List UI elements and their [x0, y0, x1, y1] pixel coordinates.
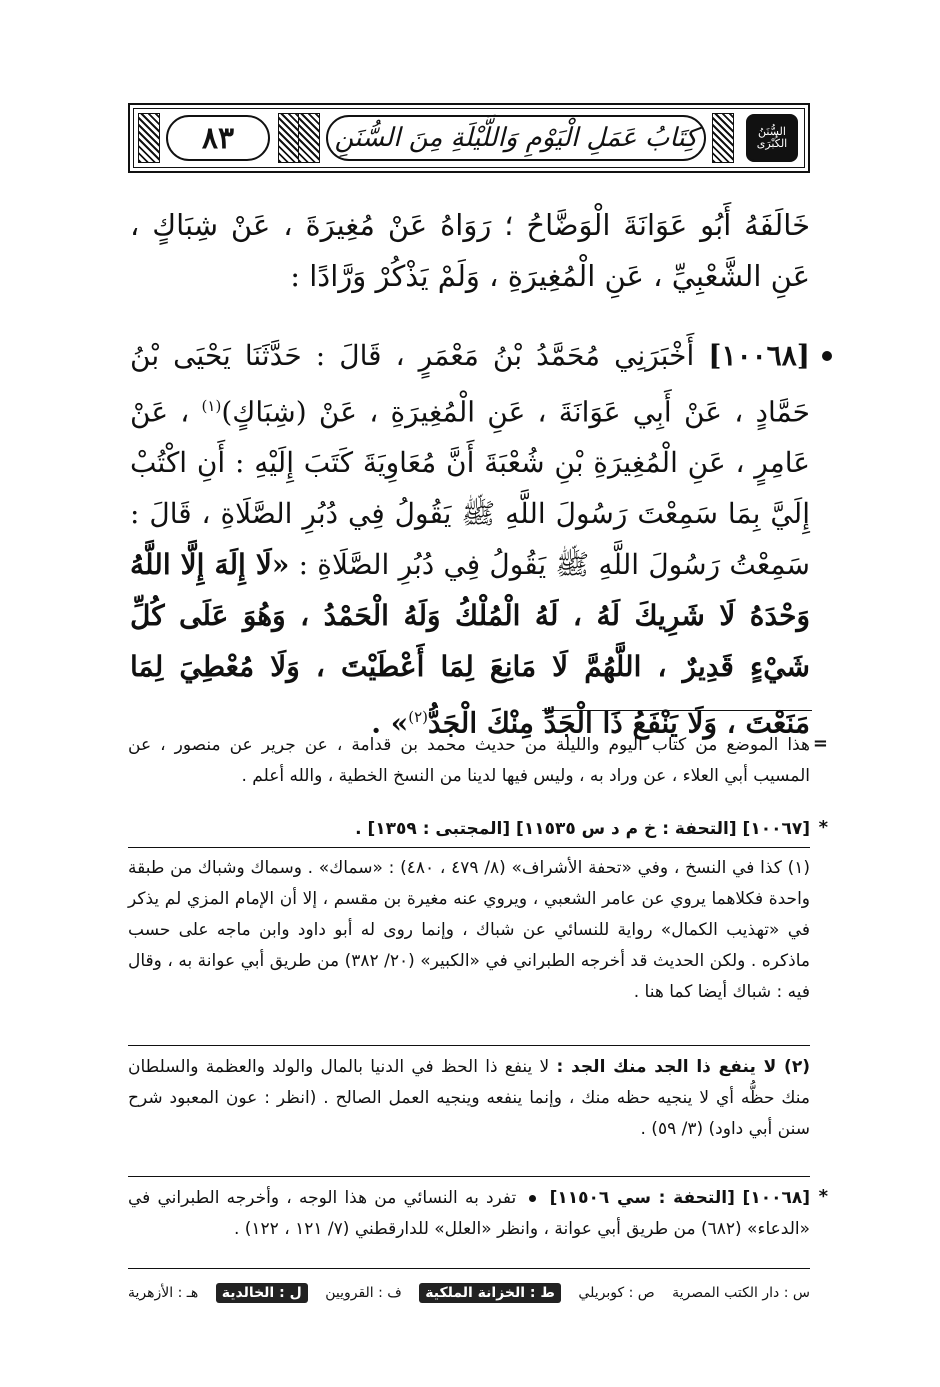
footnote-2 [128, 1052, 810, 1145]
running-title: كِتَابُ عَمَلِ الْيَوْمِ وَاللَّيْلَةِ مِنَ السُّنَنِ [326, 115, 706, 161]
reference-10068-tuhfa: [١٠٠٦٨] [التحفة : سي ١١٥٠٦] [549, 1188, 810, 1208]
reference-10068-text: تفرد به النسائي من هذا الوجه ، وأخرجه الطبراني في «الدعاء» (٦٨٢) من طريق أبي عوانة ، وانظر «العلل» للدارقطني (٧/ ١٢١ ، ١٢٢) . [128, 1188, 810, 1239]
siglum-item: ص : كوبريلي [578, 1285, 655, 1301]
hadith-matn: «لَا إِلَهَ إِلَّا اللَّهُ وَحْدَهُ لَا شَرِيكَ لَهُ ، لَهُ الْمُلْكُ وَلَهُ الْحَمْدُ ، وَهُوَ عَلَى كُلِّ شَيْءٍ قَدِيرٌ ، اللَّهُمَّ لَا مَانِعَ لِمَا أَعْطَيْتَ ، وَلَا مُعْطِيَ لِمَا مَنَعْتَ ، وَلَا يَنْفَعُ ذَا الْجَدِّ مِنْكَ الْجَدُّ [130, 548, 810, 740]
footnote-1: (١) كذا في النسخ ، وفي «تحفة الأشراف» (٨/ ٤٧٩ ، ٤٨٠) : «سماك» . وسماك وشباك من طبقة واحدة فكلاهما يروي عن عامر الشعبي ، ويروي عنه مغيرة بن مقسم ، إلا أن الإمام المزي لم يذكر في «تهذيب الكمال» رواية للنسائي عن شباك ، وإنما روى له أبو داود وابن ماجه على حسب ماذكره . ولكن الحديث قد أخرجه الطبراني في «الكبير» (٢٠/ ٣٨٢) من طريق أبي عوانة به ، وقال فيه : شباك أيضا كما هنا . [128, 858, 810, 1002]
asterisk-icon: * [818, 1186, 828, 1207]
page-number: ٨٣ [166, 115, 270, 161]
reference-10067 [128, 814, 828, 845]
ornament-band-middle-right [712, 113, 734, 163]
footnote-2-head: (٢) لا ينفع ذا الجد منك الجد : [556, 1057, 810, 1077]
siglum-item: س : دار الكتب المصرية [672, 1285, 810, 1301]
reference-10068 [128, 1183, 828, 1245]
footnote-divider-3 [128, 1176, 810, 1177]
footnote-continuation [128, 730, 828, 792]
siglum-item: هـ : الأزهرية [128, 1285, 199, 1301]
ornament-band-middle-left-2 [298, 113, 320, 163]
dot-icon [529, 1195, 536, 1202]
siglum-item-highlighted: ل : الخالدية [216, 1283, 308, 1303]
sigla-rule [128, 1268, 810, 1269]
footnote-2-body: لا ينفع ذا الحظ في الدنيا بالمال والولد والعظمة والسلطان منك حظُّه أي لا ينجيه حظه منك ، وإنما ينفعه وينجيه العمل الصالح . (انظر : عون المعبود شرح سنن أبي داود) (٣/ ٥٩) . [128, 1057, 810, 1139]
hadith-number: [١٠٠٦٨] [708, 339, 810, 372]
footnote-ref-2[interactable]: (٢) [408, 708, 429, 727]
hadith-isnad: أَخْبَرَنِي مُحَمَّدُ بْنُ مَعْمَرٍ ، قَالَ : حَدَّثَنَا يَحْيَى بْنُ حَمَّادٍ ، عَنْ أَبِي عَوَانَةَ ، عَنِ الْمُغِيرَةِ ، عَنْ (شِبَاكٍ) [130, 339, 810, 429]
footnote-ref-1[interactable]: (١) [201, 397, 222, 415]
bullet-icon [822, 351, 832, 361]
footnote-divider-2 [128, 1045, 810, 1046]
hadith-paragraph [130, 330, 810, 749]
intro-paragraph: خَالَفَهُ أَبُو عَوَانَةَ الْوَضَّاحُ ؛ رَوَاهُ عَنْ مُغِيرَةَ ، عَنْ شِبَاكٍ ، عَنِ الشَّعْبِيِّ ، عَنِ الْمُغِيرَةِ ، وَلَمْ يَذْكُرْ وَرَّادًا : [130, 208, 810, 293]
asterisk-icon: * [818, 817, 828, 838]
continuation-mark: = [812, 733, 828, 754]
ornament-band-left [138, 113, 160, 163]
siglum-item-highlighted: ط : الخزانة الملكية [419, 1283, 561, 1303]
footnote-divider [128, 847, 810, 848]
footnote-separator [542, 710, 812, 711]
page-header [128, 103, 810, 173]
hadith-end: » . [371, 706, 409, 740]
reference-10067-text: [١٠٠٦٧] [التحفة : خ م د س ١١٥٣٥] [المجتبى : ١٣٥٩] . [355, 819, 810, 839]
manuscript-sigla [128, 1278, 810, 1308]
hadith-text: ، عَنْ عَامِرٍ ، عَنِ الْمُغِيرَةِ بْنِ شُعْبَةَ أَنَّ مُعَاوِيَةَ كَتَبَ إِلَيْهِ : أَنِ اكْتُبْ إِلَيَّ بِمَا سَمِعْتَ رَسُولَ اللَّهِ ﷺ يَقُولُ فِي دُبُرِ الصَّلَاةِ ، قَالَ : سَمِعْتُ رَسُولَ اللَّهِ ﷺ يَقُولُ فِي دُبُرِ الصَّلَاةِ : [130, 395, 811, 582]
ornament-band-middle-left [278, 113, 300, 163]
continuation-text: هذا الموضع من كتاب اليوم والليلة من حديث محمد بن قدامة ، عن جرير عن منصور ، عن المسيب أبي العلاء ، عن وراد به ، وليس فيها لدينا من النسخ الخطية ، والله أعلم . [128, 735, 810, 786]
book-logo: السُّنَنُ الكُبْرَى [746, 114, 798, 162]
siglum-item: ف : القرويين [325, 1285, 402, 1301]
